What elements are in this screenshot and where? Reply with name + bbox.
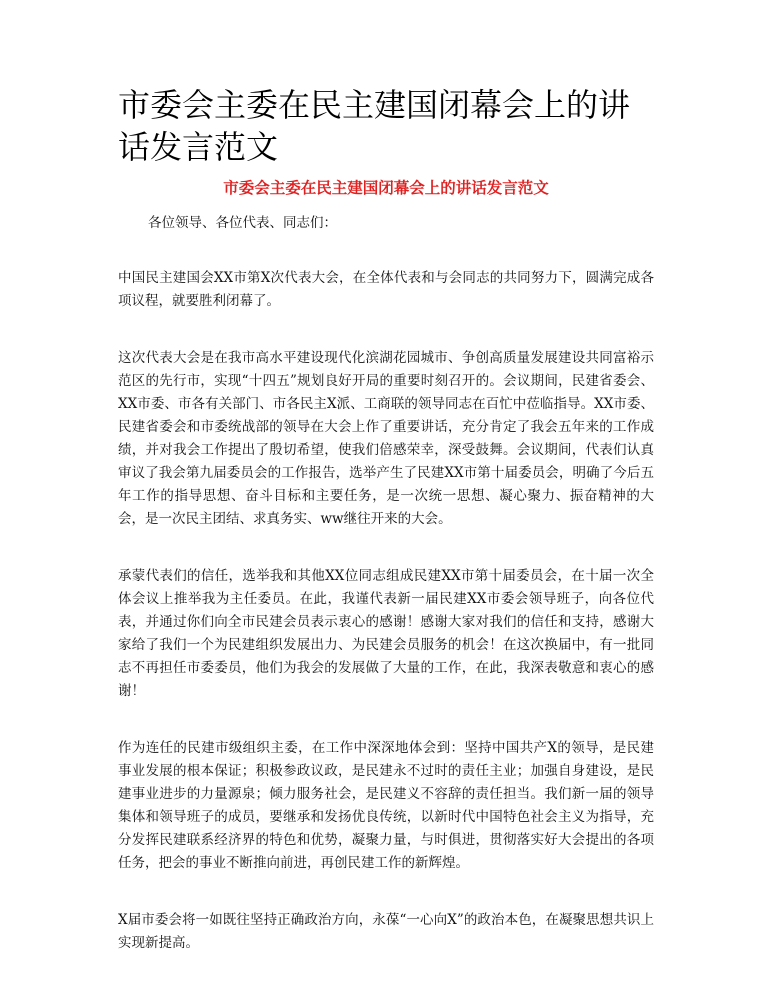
paragraph-5: X届市委会将一如既往坚持正确政治方向，永葆“一心向X”的政治本色，在凝聚思想共识上实现新提高。 [118, 912, 654, 951]
document-subtitle: 市委会主委在民主建国闭幕会上的讲话发言范文 [223, 178, 549, 197]
paragraph-1: 中国民主建国会XX市第X次代表大会，在全体代表和与会同志的共同努力下，圆满完成各项议程，就要胜利闭幕了。 [118, 270, 654, 309]
paragraph-2: 这次代表大会是在我市高水平建设现代化滨湖花园城市、争创高质量发展建设共同富裕示范区的先行市，实现“十四五”规划良好开局的重要时刻召开的。会议期间，民建省委会、XX市委、市各有关部门、市各民主X派、工商联的领导同志在百忙中莅临指导。XX市委、民建省委会和市委统战部的领导在大会上作了重要讲话，充分肯定了我会五年来的工作成绩，并对我会工作提出了殷切希望，使我们倍感荣幸，深受鼓舞。会议期间，代表们认真审议了我会第九届委员会的工作报告，选举产生了民建XX市第十届委员会，明确了今后五年工作的指导思想、奋斗目标和主要任务，是一次统一思想、凝心聚力、振奋精神的大会，是一次民主团结、求真务实、ww继往开来的大会。 [118, 350, 654, 527]
document-title: 市委会主委在民主建国闭幕会上的讲话发言范文 [118, 86, 631, 166]
document-body [118, 212, 654, 989]
paragraph-4: 作为连任的民建市级组织主委，在工作中深深地体会到：坚持中国共产X的领导，是民建事业发展的根本保证；积极参政议政，是民建永不过时的责任主业；加强自身建设，是民建事业进步的力量源泉；倾力服务社会，是民建义不容辞的责任担当。我们新一届的领导集体和领导班子的成员，要继承和发扬优良传统，以新时代中国特色社会主义为指导，充分发挥民建联系经济界的特色和优势，凝聚力量，与时俱进，贯彻落实好大会提出的各项任务，把会的事业不断推向前进，再创民建工作的新辉煌。 [118, 740, 654, 871]
salutation: 各位领导、各位代表、同志们： [148, 215, 337, 231]
paragraph-3: 承蒙代表们的信任，选举我和其他XX位同志组成民建XX市第十届委员会，在十届一次全体会议上推举我为主任委员。在此，我谨代表新一届民建XX市委会领导班子，向各位代表，并通过你们向全市民建会员表示衷心的感谢！感谢大家对我们的信任和支持，感谢大家给了我们一个为民建组织发展出力、为民建会员服务的机会！在这次换届中，有一批同志不再担任市委委员，他们为我会的发展做了大量的工作，在此，我深表敬意和衷心的感谢！ [118, 568, 654, 699]
